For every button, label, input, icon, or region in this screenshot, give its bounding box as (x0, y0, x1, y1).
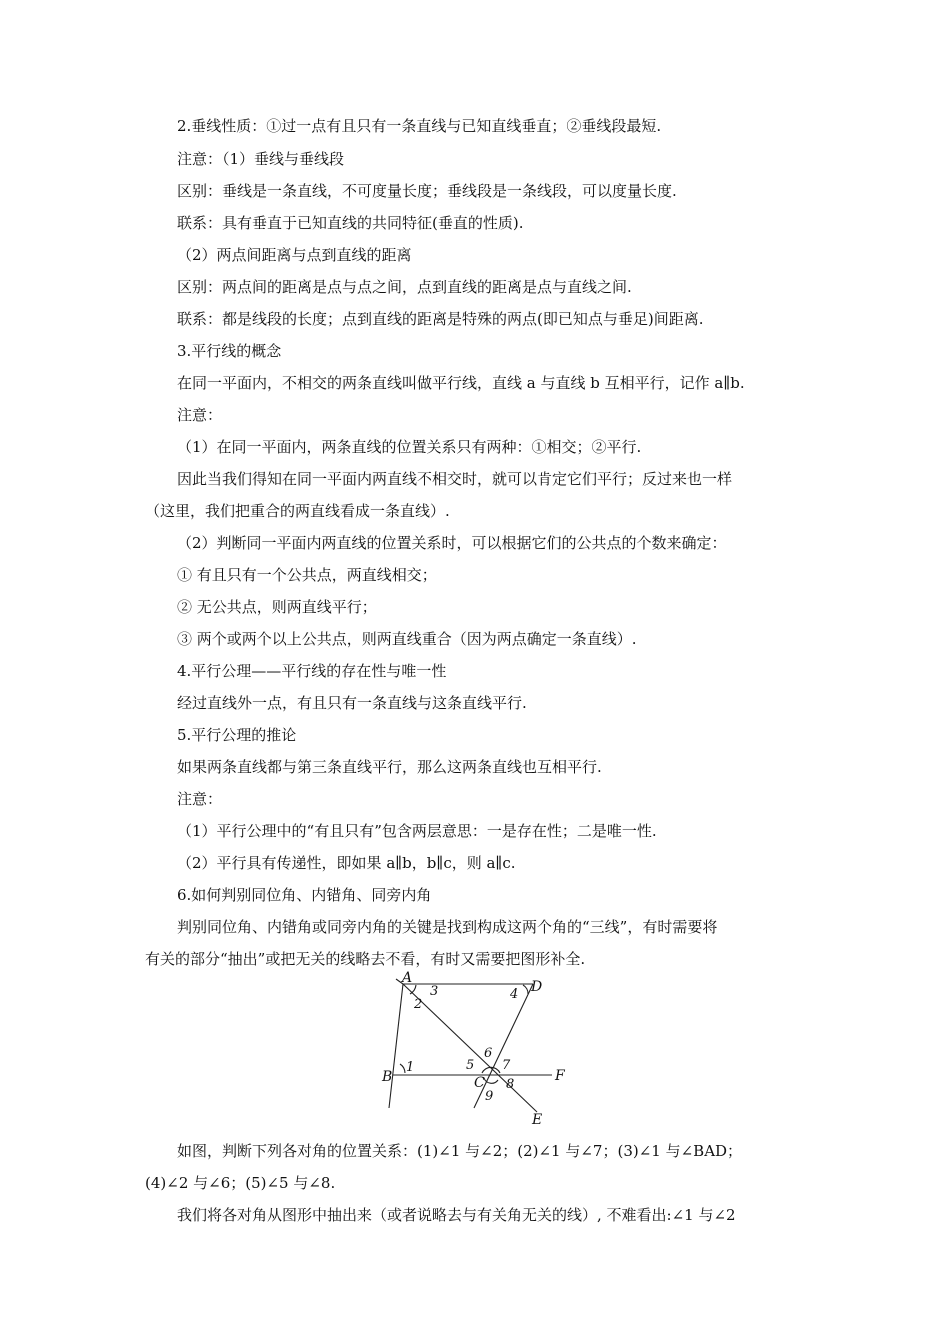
text-line: 区别：垂线是一条直线，不可度量长度；垂线段是一条线段，可以度量长度. (177, 182, 677, 200)
text-line: 因此当我们得知在同一平面内两直线不相交时，就可以肯定它们平行；反过来也一样 (177, 470, 733, 488)
text-line: 经过直线外一点，有且只有一条直线与这条直线平行. (177, 694, 527, 712)
text-line: 联系：都是线段的长度；点到直线的距离是特殊的两点(即已知点与垂足)间距离. (177, 310, 704, 328)
text-line: 2.垂线性质：①过一点有且只有一条直线与已知直线垂直；②垂线段最短. (177, 117, 662, 135)
text-line: 注意：（1）垂线与垂线段 (177, 150, 345, 168)
point-label-b: B (382, 1069, 393, 1085)
section-heading: 3.平行线的概念 (177, 342, 282, 360)
text-line: ③ 两个或两个以上公共点，则两直线重合（因为两点确定一条直线）. (177, 630, 637, 648)
angle-label-6: 6 (484, 1046, 493, 1061)
angle-label-5: 5 (466, 1058, 475, 1073)
text-line: （1）在同一平面内，两条直线的位置关系只有两种：①相交；②平行. (177, 438, 642, 456)
text-line: 在同一平面内，不相交的两条直线叫做平行线，直线 a 与直线 b 互相平行，记作 a∥b. (177, 374, 745, 392)
section-heading: 5.平行公理的推论 (177, 726, 297, 744)
angle-label-9: 9 (485, 1089, 494, 1104)
text-line: 有关的部分“抽出”或把无关的线略去不看，有时又需要把图形补全. (145, 950, 586, 968)
point-label-c: C (474, 1075, 485, 1091)
point-label-f: F (555, 1068, 565, 1084)
section-heading: 4.平行公理——平行线的存在性与唯一性 (177, 662, 447, 680)
text-line: 注意： (177, 790, 223, 808)
text-line: 我们将各对角从图形中抽出来（或者说略去与有关角无关的线）, 不难看出:∠1 与∠2 (177, 1206, 736, 1224)
text-line: （1）平行公理中的“有且只有”包含两层意思：一是存在性；二是唯一性. (177, 822, 657, 840)
text-line: （2）平行具有传递性，即如果 a∥b，b∥c，则 a∥c. (177, 854, 516, 872)
text-line: 如果两条直线都与第三条直线平行，那么这两条直线也互相平行. (177, 758, 602, 776)
point-label-e: E (532, 1112, 543, 1128)
text-line: 如图，判断下列各对角的位置关系：(1)∠1 与∠2；(2)∠1 与∠7；(3)∠1 与∠BAD； (177, 1142, 743, 1160)
text-line: 区别：两点间的距离是点与点之间，点到直线的距离是点与直线之间. (177, 278, 632, 296)
text-line: (4)∠2 与∠6；(5)∠5 与∠8. (145, 1174, 336, 1192)
angle-label-2: 2 (414, 997, 423, 1012)
angle-label-1: 1 (406, 1060, 415, 1075)
text-line: 联系：具有垂直于已知直线的共同特征(垂直的性质). (177, 214, 524, 232)
text-line: ② 无公共点，则两直线平行； (177, 598, 377, 616)
angle-label-3: 3 (430, 984, 439, 999)
angle-label-4: 4 (510, 987, 519, 1002)
text-line: （2）两点间距离与点到直线的距离 (177, 246, 412, 264)
text-line: （这里，我们把重合的两直线看成一条直线）. (145, 502, 450, 520)
text-line: 判别同位角、内错角或同旁内角的关键是找到构成这两个角的“三线”，有时需要将 (177, 918, 718, 936)
point-label-a: A (402, 970, 413, 986)
text-line: （2）判断同一平面内两直线的位置关系时，可以根据它们的公共点的个数来确定： (177, 534, 727, 552)
text-line: ① 有且只有一个公共点，两直线相交； (177, 566, 437, 584)
section-heading: 6.如何判别同位角、内错角、同旁内角 (177, 886, 432, 904)
angle-label-7: 7 (502, 1058, 511, 1073)
text-line: 注意： (177, 406, 223, 424)
point-label-d: D (531, 979, 543, 995)
angle-label-8: 8 (506, 1077, 515, 1092)
geometry-figure (375, 970, 575, 1130)
